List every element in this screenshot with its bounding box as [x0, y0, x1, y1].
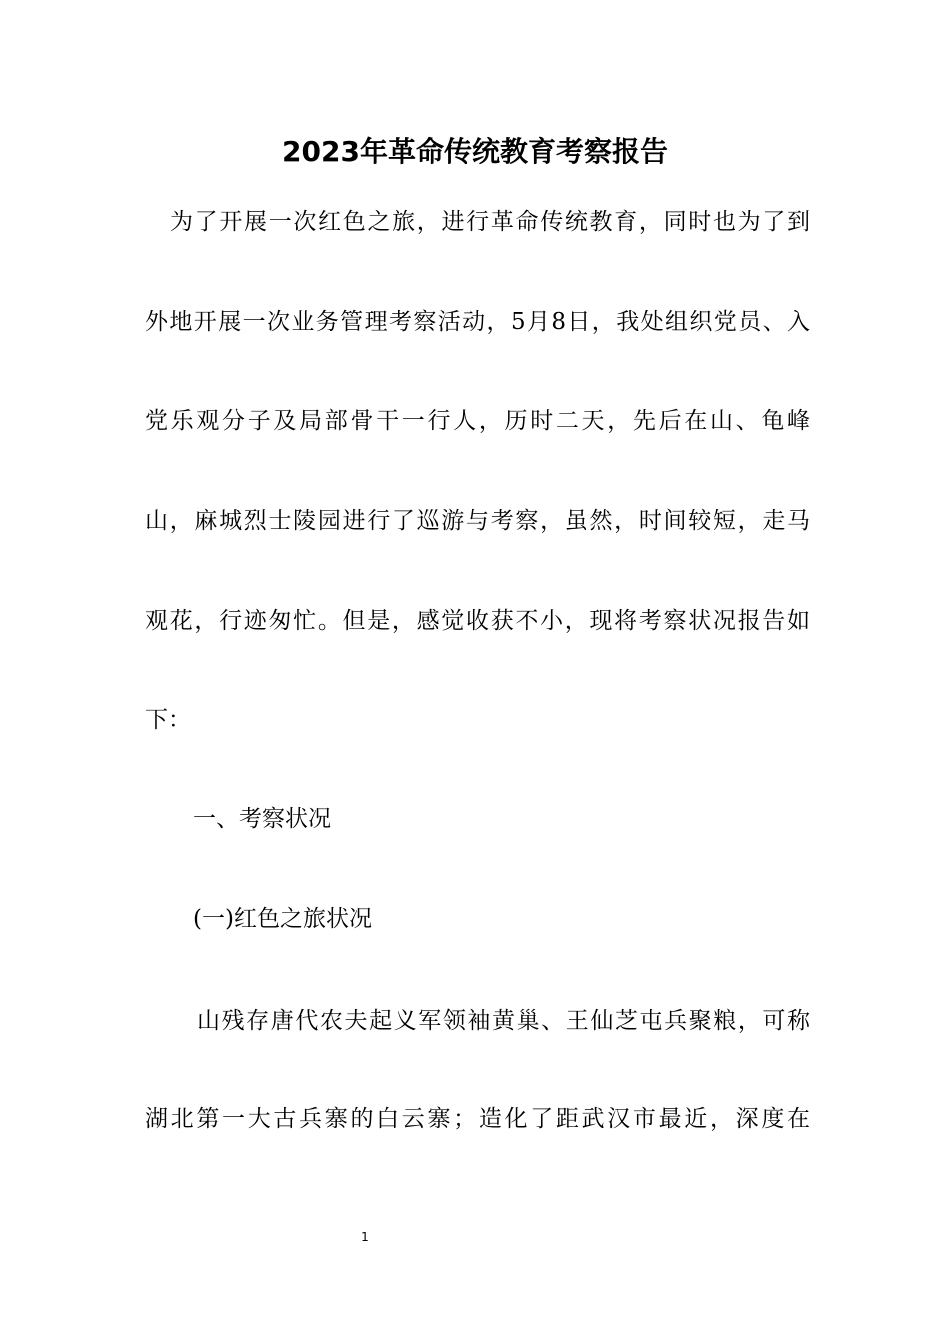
- section-heading: 一、考察状况: [193, 806, 331, 832]
- subsection-heading: (一)红色之旅状况: [193, 906, 372, 932]
- paragraph-line: 为了开展一次红色之旅，进行革命传统教育，同时也为了到: [170, 209, 810, 235]
- paragraph-line: 山残存唐代农夫起义军领袖黄巢、王仙芝屯兵聚粮，可称: [197, 1008, 810, 1034]
- paragraph-line: 湖北第一大古兵寨的白云寨；造化了距武汉市最近，深度在: [145, 1106, 810, 1132]
- document-title: 2023年革命传统教育考察报告: [282, 135, 668, 168]
- paragraph-line: 外地开展一次业务管理考察活动，5月8日，我处组织党员、入: [145, 309, 810, 335]
- paragraph-line: 党乐观分子及局部骨干一行人，历时二天，先后在山、龟峰: [145, 408, 810, 434]
- page-number: 1: [361, 1230, 369, 1244]
- paragraph-line: 下：: [145, 707, 191, 733]
- paragraph-line: 观花，行迹匆忙。但是，感觉收获不小，现将考察状况报告如: [145, 608, 810, 634]
- paragraph-line: 山，麻城烈士陵园进行了巡游与考察，虽然，时间较短，走马: [145, 508, 810, 534]
